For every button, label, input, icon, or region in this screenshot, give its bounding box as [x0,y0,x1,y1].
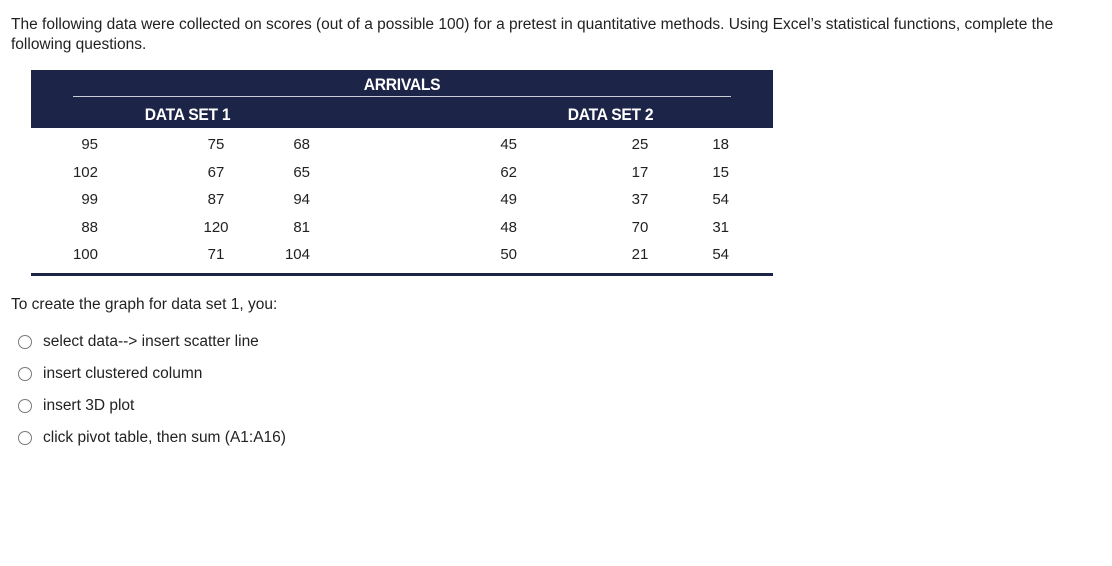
table-cell: 21 [631,246,649,263]
intro-text: The following data were collected on scores (out of a possible 100) for a pretest in quantitative methods. Using Excel’s statistical functions, complete the following questions. [11,16,1054,53]
answer-options [18,326,286,454]
radio-button[interactable] [18,335,32,349]
table-cell: 48 [500,219,517,236]
table-cell: 104 [284,246,310,263]
radio-button[interactable] [18,431,32,445]
table-cell: 75 [207,136,225,153]
table-cell: 95 [81,136,98,153]
table-cell: 54 [712,246,729,263]
table-cell: 54 [712,191,729,208]
table-cell: 18 [712,136,729,153]
option-scatter-line[interactable] [18,326,286,358]
table-title: ARRIVALS [363,75,441,94]
table-cell: 99 [81,191,98,208]
table-cell: 71 [207,246,225,263]
option-3d-plot[interactable] [18,390,286,422]
option-label: click pivot table, then sum (A1:A16) [43,429,286,446]
table-cell: 37 [631,191,649,208]
question-text: To create the graph for data set 1, you: [11,296,278,313]
table-cell: 62 [500,164,517,181]
table-cell: 45 [500,136,517,153]
table-cell: 65 [293,164,310,181]
table-cell: 120 [203,219,229,236]
data-set-1-label: DATA SET 1 [144,105,231,124]
option-label: insert clustered column [43,365,203,382]
table-cell: 67 [207,164,225,181]
table-cell: 102 [72,164,98,181]
table-cell: 50 [500,246,517,263]
table-body [31,128,773,274]
table-cell: 100 [72,246,98,263]
table-bottom-rule [31,273,773,276]
table-cell: 87 [207,191,225,208]
table-cell: 68 [293,136,310,153]
arrivals-table [31,70,773,274]
option-label: insert 3D plot [43,397,135,414]
table-header [31,70,773,128]
radio-button[interactable] [18,367,32,381]
table-cell: 17 [631,164,649,181]
table-cell: 49 [500,191,517,208]
table-cell: 88 [81,219,98,236]
table-cell: 70 [631,219,649,236]
table-cell: 81 [293,219,310,236]
table-cell: 25 [631,136,649,153]
radio-button[interactable] [18,399,32,413]
table-cell: 94 [293,191,310,208]
table-cell: 31 [712,219,729,236]
option-label: select data--> insert scatter line [43,333,259,350]
header-divider [73,96,731,97]
data-set-2-label: DATA SET 2 [567,105,654,124]
option-clustered-column[interactable] [18,358,286,390]
table-cell: 15 [712,164,729,181]
option-pivot-table[interactable] [18,422,286,454]
